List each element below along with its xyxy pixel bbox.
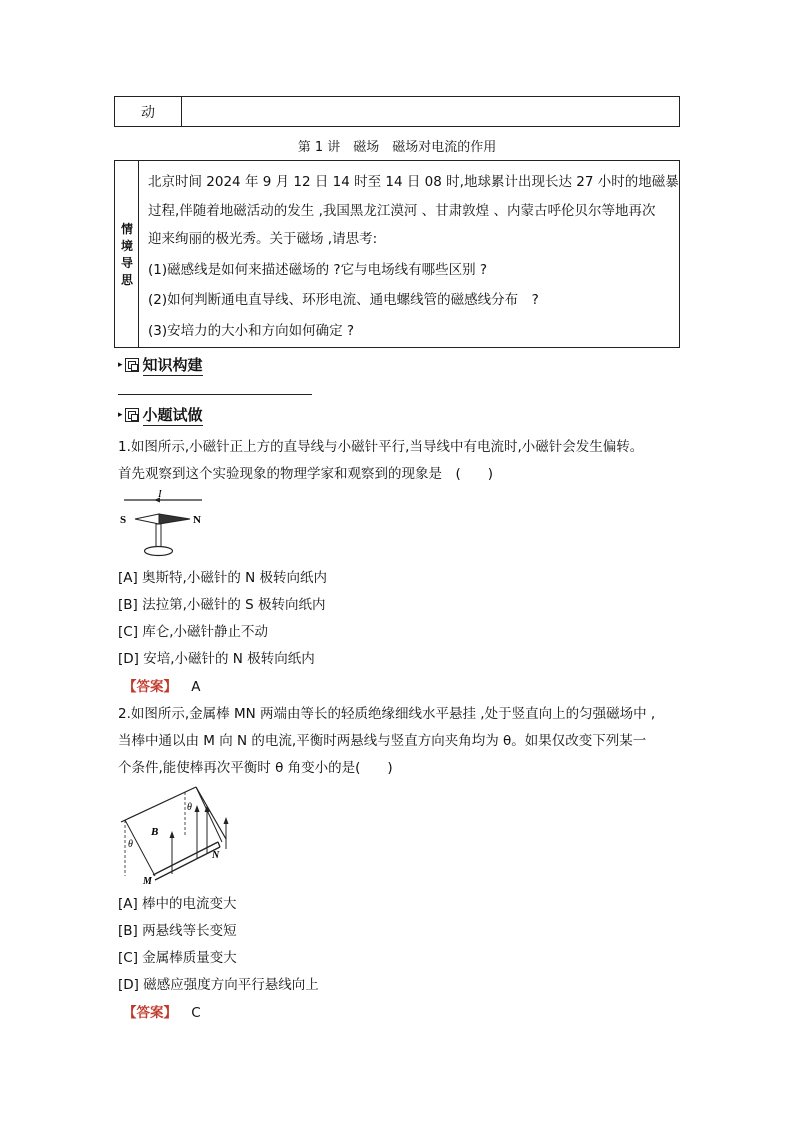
copy-icon	[125, 408, 139, 422]
section-title: 小题试做	[142, 406, 203, 424]
q2-option: [D] 磁感应强度方向平行悬线向上	[118, 977, 319, 993]
q2-option: [B] 两悬线等长变短	[118, 923, 237, 939]
end-m-label: M	[143, 876, 152, 886]
q1-text: 1.如图所示,小磁针正上方的直导线与小磁针平行,当导线中有电流时,小磁针会发生偏转。	[118, 439, 644, 455]
rod-bottom	[155, 847, 220, 880]
q1-option: [C] 库仑,小磁针静止不动	[118, 624, 269, 640]
intro-line: (1)磁感线是如何来描述磁场的 ?它与电场线有哪些区别 ?	[148, 262, 488, 278]
needle-south	[135, 514, 159, 524]
q1-figure-compass	[118, 488, 208, 560]
top-table-cell: 动	[115, 97, 182, 126]
lecture-title: 第 1 讲 磁场 磁场对电流的作用	[297, 140, 497, 155]
top-table	[114, 96, 680, 127]
bullet-arrow-icon: ▸	[118, 360, 123, 370]
q2-text: 2.如图所示,金属棒 MN 两端由等长的轻质绝缘细线水平悬挂 ,处于竖直向上的匀强磁场中 ,	[118, 706, 656, 722]
copy-icon	[125, 358, 139, 372]
end-n-label: N	[212, 850, 220, 861]
q2-figure-rod	[116, 784, 236, 886]
q1-option: [D] 安培,小磁针的 N 极转向纸内	[118, 651, 315, 667]
answer-label: 【答案】	[123, 679, 177, 695]
answer-value: A	[191, 679, 201, 695]
q2-option: [A] 棒中的电流变大	[118, 896, 237, 912]
arrow-up-icon	[170, 831, 175, 838]
section-exercises	[118, 404, 203, 426]
thread-line	[196, 787, 222, 842]
side-char: 思	[120, 273, 133, 287]
compass-stand	[156, 524, 161, 548]
rod-top	[153, 842, 218, 875]
intro-line: (2)如何判断通电直导线、环形电流、通电螺线管的磁感线分布 ?	[148, 292, 539, 308]
intro-line: 迎来绚丽的极光秀。关于磁场 ,请思考:	[148, 231, 378, 247]
north-label: N	[193, 514, 201, 526]
south-label: S	[120, 514, 127, 526]
q2-text: 当棒中通以由 M 向 N 的电流,平衡时两悬线与竖直方向夹角均为 θ。如果仅改变下列某一	[118, 733, 647, 749]
intro-side-label	[115, 161, 139, 347]
q2-answer	[123, 1001, 201, 1021]
needle-north	[159, 514, 190, 524]
q2-option: [C] 金属棒质量变大	[118, 950, 237, 966]
intro-line: 北京时间 2024 年 9 月 12 日 14 时至 14 日 08 时,地球累计出现长达 27 小时的地磁暴	[148, 174, 679, 190]
side-char: 境	[120, 239, 133, 253]
q1-text: 首先观察到这个实验现象的物理学家和观察到的现象是 ( )	[118, 466, 494, 482]
arrow-up-icon	[224, 817, 229, 824]
intro-line: 过程,伴随着地磁活动的发生 ,我国黑龙江漠河 、甘肃敦煌 、内蒙古呼伦贝尔等地再次	[148, 203, 656, 219]
answer-label: 【答案】	[123, 1005, 177, 1021]
side-char: 导	[120, 256, 133, 270]
section-title: 知识构建	[142, 356, 203, 374]
q1-option: [A] 奥斯特,小磁针的 N 极转向纸内	[118, 570, 328, 586]
arrow-up-icon	[195, 805, 200, 812]
section-knowledge	[118, 354, 203, 376]
support-line	[196, 787, 226, 839]
intro-line: (3)安培力的大小和方向如何确定 ?	[148, 323, 355, 339]
side-char: 情	[120, 222, 133, 236]
theta-label: θ	[187, 802, 192, 813]
intro-box	[114, 160, 680, 348]
current-label: I	[158, 488, 162, 500]
compass-base	[145, 547, 173, 556]
field-label: B	[151, 826, 159, 838]
rod-end	[218, 842, 220, 847]
q1-option: [B] 法拉第,小磁针的 S 极转向纸内	[118, 597, 326, 613]
q2-text: 个条件,能使棒再次平衡时 θ 角变小的是( )	[118, 760, 393, 776]
answer-value: C	[191, 1005, 201, 1021]
theta-label: θ	[128, 839, 133, 850]
bullet-arrow-icon: ▸	[118, 410, 123, 420]
q1-answer	[123, 675, 201, 695]
divider	[118, 394, 312, 395]
